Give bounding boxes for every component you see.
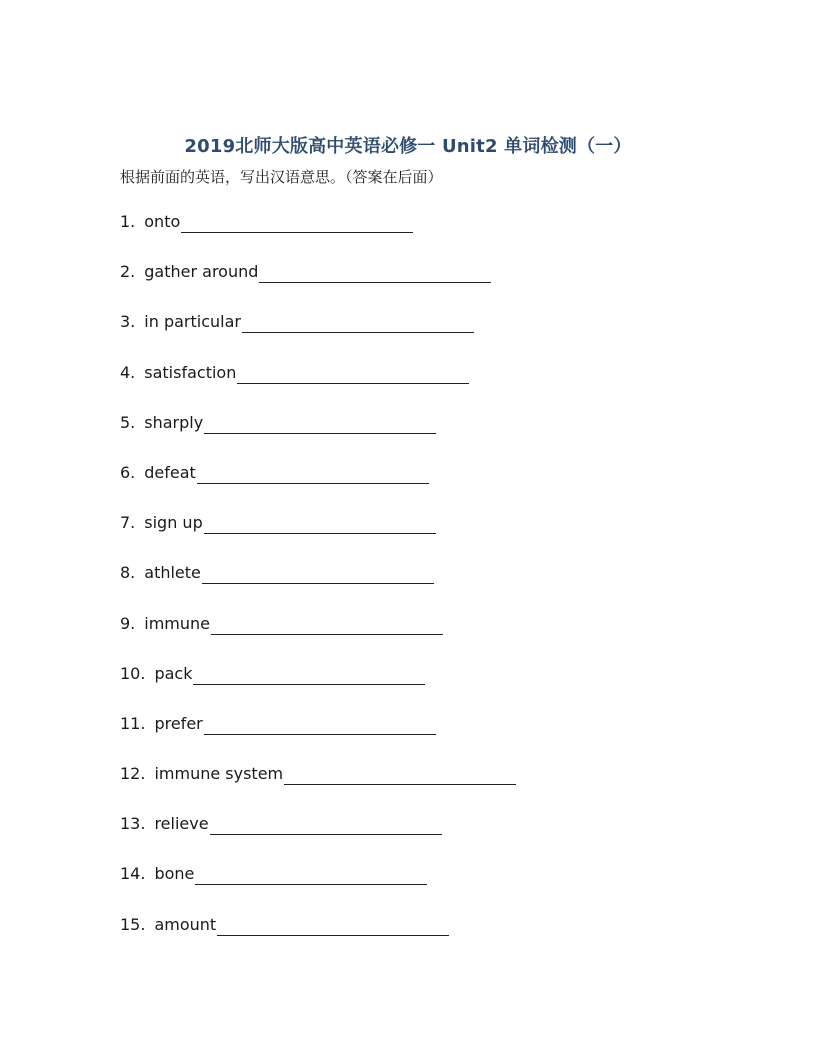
item-number: 1. (120, 212, 136, 231)
item-word: sign up (144, 513, 203, 533)
item-number: 7. (120, 513, 136, 533)
list-item (120, 411, 720, 461)
answer-blank[interactable] (237, 361, 469, 384)
answer-blank[interactable] (195, 862, 427, 885)
list-item (120, 210, 720, 260)
answer-blank[interactable] (204, 411, 436, 434)
list-item (120, 260, 720, 310)
list-item (120, 612, 720, 662)
answer-blank[interactable] (197, 461, 429, 484)
answer-blank[interactable] (210, 812, 442, 835)
item-word: in particular (144, 312, 241, 332)
item-word: sharply (144, 412, 204, 432)
item-word: relieve (154, 814, 209, 834)
item-number: 9. (120, 613, 136, 633)
list-item (120, 712, 720, 762)
item-word: gather around (144, 262, 259, 282)
item-number: 15. (120, 914, 146, 934)
item-word: athlete (144, 563, 201, 583)
list-item (120, 461, 720, 511)
item-word: pack (154, 663, 193, 683)
item-word: bone (154, 864, 195, 884)
item-number: 8. (120, 563, 136, 583)
item-word: prefer (154, 713, 203, 733)
item-word: defeat (144, 462, 196, 482)
item-number: 4. (120, 362, 136, 382)
list-item (120, 511, 720, 561)
answer-blank[interactable] (217, 913, 449, 936)
item-number: 5. (120, 412, 136, 432)
answer-blank[interactable] (202, 561, 434, 584)
answer-blank[interactable] (204, 712, 436, 735)
item-word: amount (154, 914, 217, 934)
answer-blank[interactable] (204, 511, 436, 534)
instruction-text: 根据前面的英语，写出汉语意思。（答案在后面） (120, 168, 443, 186)
page-title: 2019北师大版高中英语必修一 Unit2 单词检测（一） (184, 136, 632, 157)
vocabulary-list (120, 210, 720, 963)
answer-blank[interactable] (259, 260, 491, 283)
item-word: onto (144, 212, 181, 231)
list-item (120, 561, 720, 611)
answer-blank[interactable] (193, 662, 425, 685)
item-word: immune (144, 613, 211, 633)
item-number: 3. (120, 312, 136, 332)
list-item (120, 310, 720, 360)
item-number: 14. (120, 864, 146, 884)
item-number: 11. (120, 713, 146, 733)
item-number: 10. (120, 663, 146, 683)
item-number: 12. (120, 764, 146, 784)
answer-blank[interactable] (242, 310, 474, 333)
list-item (120, 762, 720, 812)
list-item (120, 662, 720, 712)
item-number: 6. (120, 462, 136, 482)
answer-blank[interactable] (181, 210, 413, 233)
answer-blank[interactable] (211, 612, 443, 635)
item-number: 13. (120, 814, 146, 834)
list-item (120, 913, 720, 963)
list-item (120, 812, 720, 862)
item-word: satisfaction (144, 362, 237, 382)
item-word: immune system (154, 764, 284, 784)
list-item (120, 361, 720, 411)
item-number: 2. (120, 262, 136, 282)
answer-blank[interactable] (284, 762, 516, 785)
list-item (120, 862, 720, 912)
